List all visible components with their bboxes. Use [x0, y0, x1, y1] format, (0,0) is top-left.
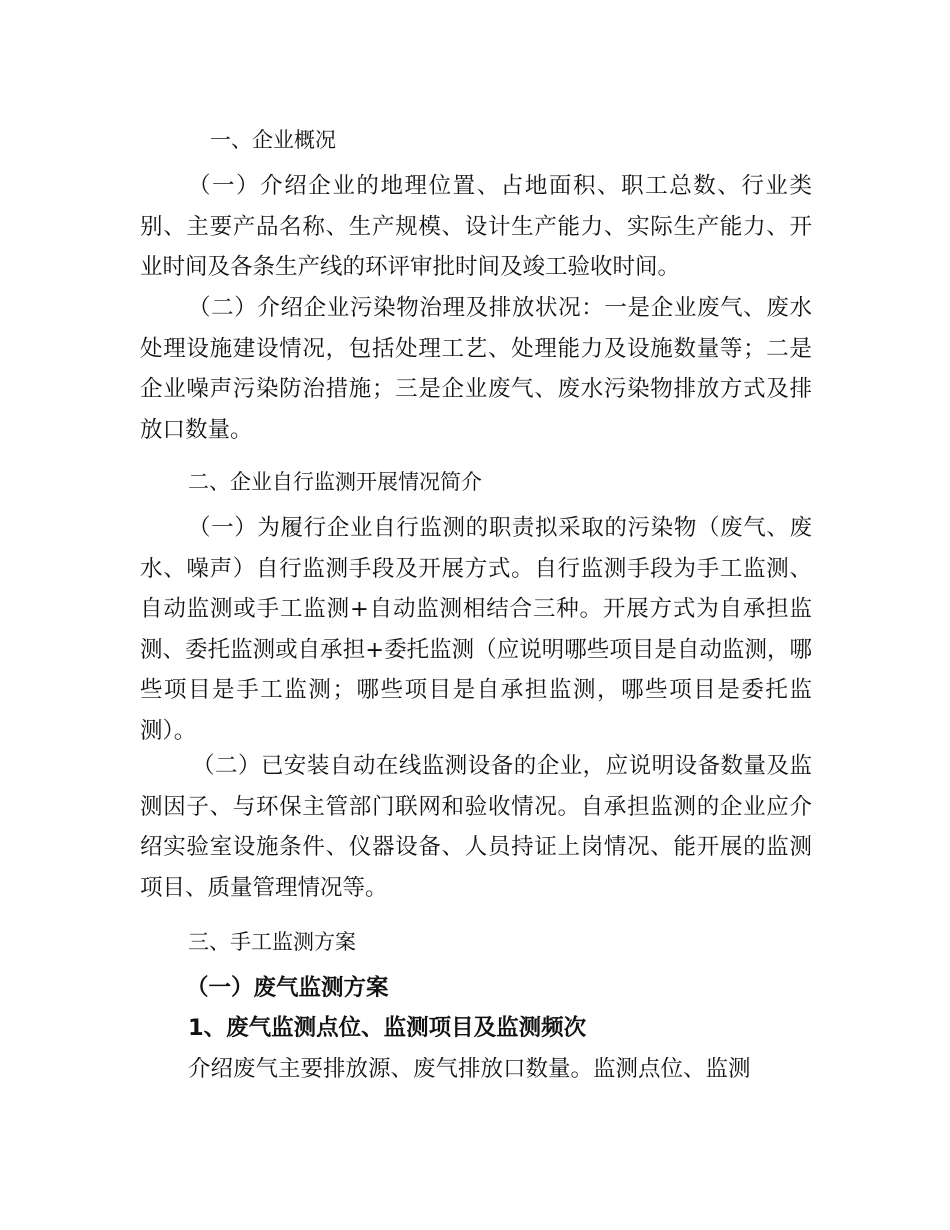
section-2-paragraph-1: （一）为履行企业自行监测的职责拟采取的污染物（废气、废水、噪声）自行监测手段及开展方式。自行监测手段为手工监测、自动监测或手工监测+自动监测相结合三种。开展方式为自承担监测、委托监测或自承担+委托监测（应说明哪些项目是自动监测，哪些项目是手工监测；哪些项目是自承担监测，哪些项目是委托监测）。	[140, 515, 812, 744]
section-1-heading: 一、企业概况	[210, 128, 336, 152]
section-1-paragraph-1: （一）介绍企业的地理位置、占地面积、职工总数、行业类别、主要产品名称、生产规模、设计生产能力、实际生产能力、开业时间及各条生产线的环评审批时间及竣工验收时间。	[140, 173, 812, 280]
section-2-paragraph-2: （二）已安装自动在线监测设备的企业，应说明设备数量及监测因子、与环保主管部门联网和验收情况。自承担监测的企业应介绍实验室设施条件、仪器设备、人员持证上岗情况、能开展的监测项目、质量管理情况等。	[140, 753, 812, 901]
item-heading: 1、废气监测点位、监测项目及监测频次	[188, 1015, 587, 1041]
section-3-heading: 三、手工监测方案	[188, 930, 356, 954]
section-2-heading: 二、企业自行监测开展情况简介	[188, 470, 482, 494]
section-1-paragraph-2: （二）介绍企业污染物治理及排放状况：一是企业废气、废水处理设施建设情况，包括处理工艺、处理能力及设施数量等；二是企业噪声污染防治措施；三是企业废气、废水污染物排放方式及排放口数量。	[140, 295, 812, 443]
subsection-heading: （一）废气监测方案	[186, 975, 389, 1001]
item-body-text: 介绍废气主要排放源、废气排放口数量。监测点位、监测	[188, 1057, 751, 1081]
